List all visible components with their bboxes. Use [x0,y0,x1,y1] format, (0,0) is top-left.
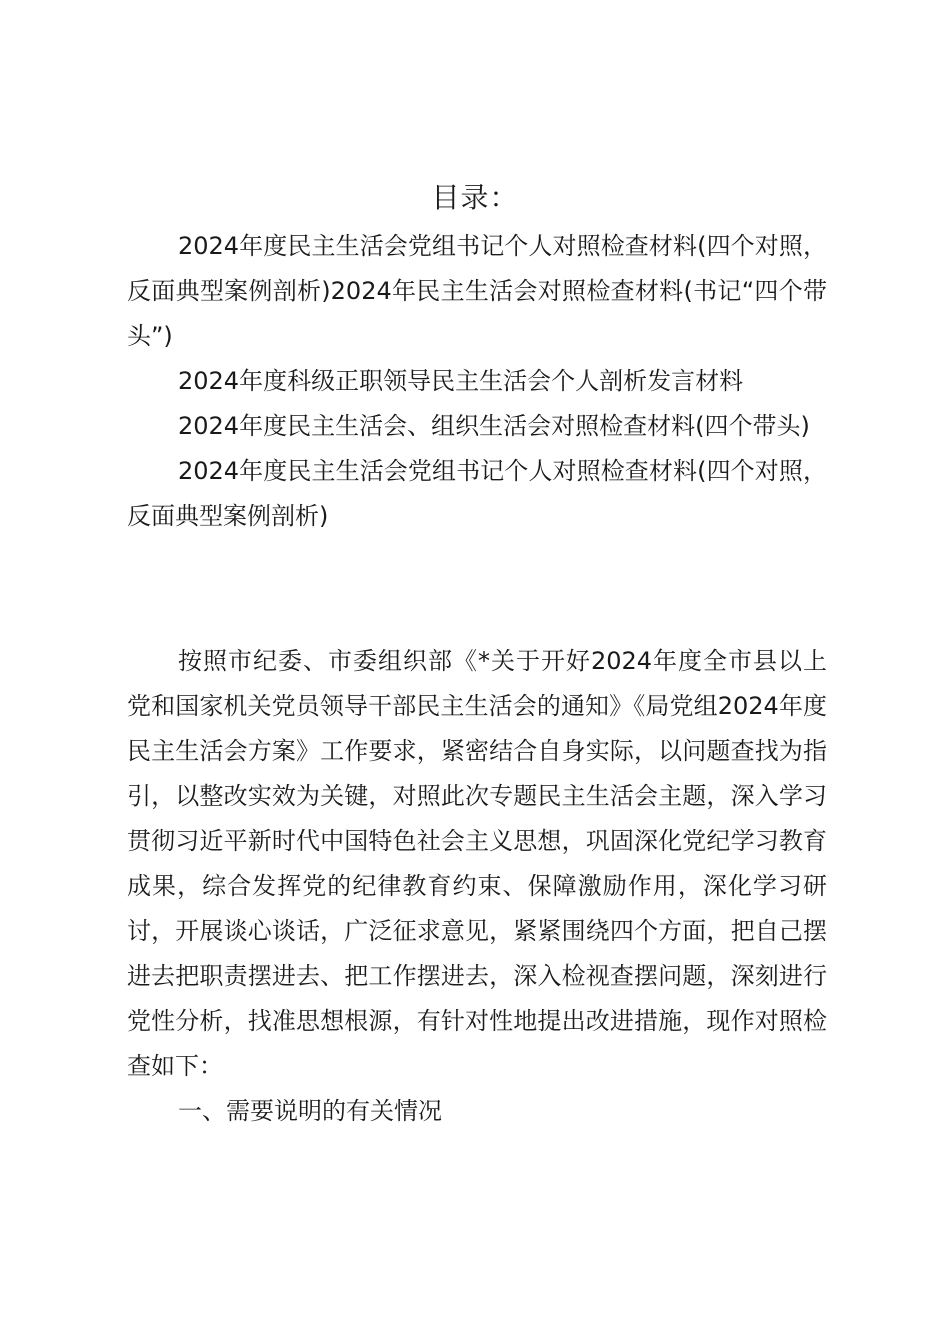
spacer [127,539,827,639]
toc-item: 2024年度民主生活会党组书记个人对照检查材料(四个对照，反面典型案例剖析) [127,457,827,530]
intro-paragraph: 按照市纪委、市委组织部《*关于开好2024年度全市县以上党和国家机关党员领导干部民主生活会的通知》《局党组2024年度民主生活会方案》工作要求，紧密结合自身实际，以问题查找为指引，以整改实效为关键，对照此次专题民主生活会主题，深入学习贯彻习近平新时代中国特色社会主义思想，巩固深化党纪学习教育成果，综合发挥党的纪律教育约束、保障激励作用，深化学习研讨，开展谈心谈话，广泛征求意见，紧紧围绕四个方面，把自己摆进去把职责摆进去、把工作摆进去，深入检视查摆问题，深刻进行党性分析，找准思想根源，有针对性地提出改进措施，现作对照检查如下： [127,647,827,1080]
toc-item: 2024年度民主生活会、组织生活会对照检查材料(四个带头) [178,412,810,440]
document-content [127,224,827,1134]
toc-item: 2024年度民主生活会党组书记个人对照检查材料(四个对照，反面典型案例剖析)2024年民主生活会对照检查材料(书记“四个带头”) [127,232,827,350]
section-heading: 一、需要说明的有关情况 [178,1097,442,1125]
table-of-contents [127,224,827,539]
toc-title: 目录： [431,181,519,214]
toc-item: 2024年度科级正职领导民主生活会个人剖析发言材料 [178,367,744,395]
